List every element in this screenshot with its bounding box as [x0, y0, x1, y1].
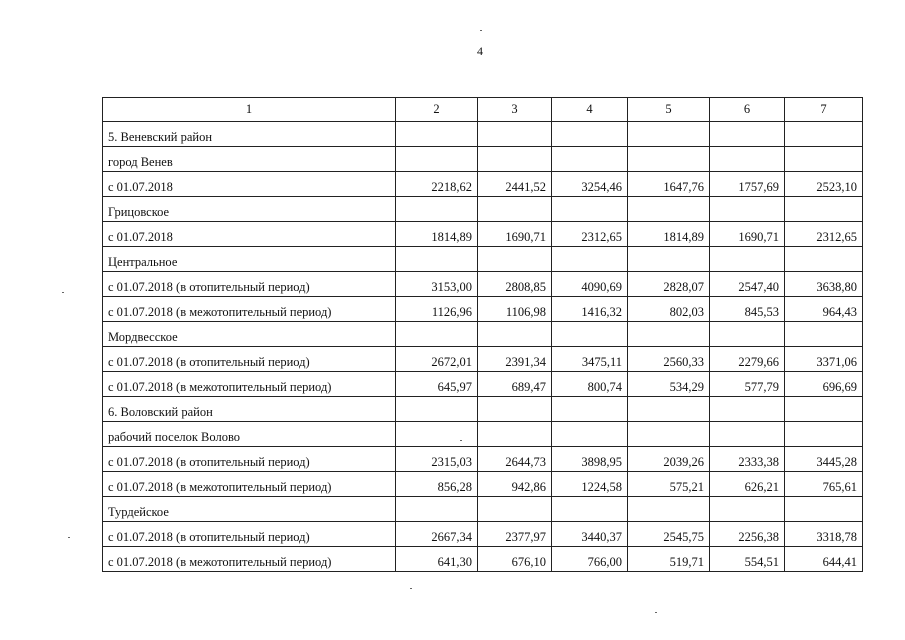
value-cell: 3371,06 — [785, 347, 863, 372]
table-row — [103, 497, 863, 522]
value-cell: 1690,71 — [710, 222, 785, 247]
value-cell: 766,00 — [552, 547, 628, 572]
value-cell — [396, 497, 478, 522]
value-cell: 3898,95 — [552, 447, 628, 472]
table-row — [103, 372, 863, 397]
value-cell: 3440,37 — [552, 522, 628, 547]
table-row — [103, 272, 863, 297]
value-cell — [552, 247, 628, 272]
value-cell: 2808,85 — [478, 272, 552, 297]
value-cell — [710, 322, 785, 347]
value-cell — [710, 147, 785, 172]
row-label: 6. Воловский район — [103, 397, 396, 422]
value-cell: 1126,96 — [396, 297, 478, 322]
value-cell: 1416,32 — [552, 297, 628, 322]
row-label: с 01.07.2018 (в отопительный период) — [103, 347, 396, 372]
value-cell — [628, 322, 710, 347]
value-cell: 2377,97 — [478, 522, 552, 547]
value-cell: 2279,66 — [710, 347, 785, 372]
value-cell: 519,71 — [628, 547, 710, 572]
table-row — [103, 322, 863, 347]
table-row — [103, 472, 863, 497]
table-row — [103, 547, 863, 572]
tariff-table-body — [103, 98, 863, 572]
column-header: 7 — [785, 98, 863, 122]
value-cell — [552, 122, 628, 147]
value-cell: 2312,65 — [552, 222, 628, 247]
value-cell: 2315,03 — [396, 447, 478, 472]
value-cell — [396, 322, 478, 347]
value-cell: 1106,98 — [478, 297, 552, 322]
value-cell: 2545,75 — [628, 522, 710, 547]
row-label: с 01.07.2018 (в межотопительный период) — [103, 372, 396, 397]
value-cell: 2039,26 — [628, 447, 710, 472]
table-row — [103, 347, 863, 372]
row-label: 5. Веневский район — [103, 122, 396, 147]
value-cell: 3445,28 — [785, 447, 863, 472]
value-cell — [785, 197, 863, 222]
scan-speck — [62, 292, 64, 293]
value-cell: 3638,80 — [785, 272, 863, 297]
value-cell: 3475,11 — [552, 347, 628, 372]
tariff-table — [102, 97, 863, 572]
value-cell — [710, 397, 785, 422]
table-row — [103, 172, 863, 197]
value-cell: 765,61 — [785, 472, 863, 497]
value-cell — [478, 397, 552, 422]
row-label: Мордвесское — [103, 322, 396, 347]
row-label: Турдейское — [103, 497, 396, 522]
value-cell — [396, 422, 478, 447]
value-cell — [628, 122, 710, 147]
value-cell: 577,79 — [710, 372, 785, 397]
value-cell: 802,03 — [628, 297, 710, 322]
value-cell — [785, 122, 863, 147]
table-row — [103, 222, 863, 247]
column-header: 1 — [103, 98, 396, 122]
value-cell: 1224,58 — [552, 472, 628, 497]
value-cell: 3254,46 — [552, 172, 628, 197]
row-label: Центральное — [103, 247, 396, 272]
value-cell — [710, 497, 785, 522]
value-cell: 676,10 — [478, 547, 552, 572]
value-cell — [478, 497, 552, 522]
value-cell: 856,28 — [396, 472, 478, 497]
value-cell — [552, 197, 628, 222]
value-cell: 534,29 — [628, 372, 710, 397]
column-number-row — [103, 98, 863, 122]
value-cell: 575,21 — [628, 472, 710, 497]
value-cell — [552, 147, 628, 172]
value-cell: 554,51 — [710, 547, 785, 572]
scan-speck — [480, 30, 482, 31]
value-cell: 2547,40 — [710, 272, 785, 297]
value-cell — [396, 122, 478, 147]
value-cell — [478, 147, 552, 172]
value-cell: 2560,33 — [628, 347, 710, 372]
row-label: город Венев — [103, 147, 396, 172]
value-cell: 2644,73 — [478, 447, 552, 472]
value-cell: 845,53 — [710, 297, 785, 322]
value-cell: 1690,71 — [478, 222, 552, 247]
value-cell: 4090,69 — [552, 272, 628, 297]
value-cell — [785, 397, 863, 422]
value-cell — [628, 197, 710, 222]
value-cell — [785, 147, 863, 172]
value-cell — [478, 247, 552, 272]
value-cell: 2312,65 — [785, 222, 863, 247]
column-header: 5 — [628, 98, 710, 122]
scan-speck — [410, 588, 412, 589]
value-cell: 800,74 — [552, 372, 628, 397]
value-cell: 3318,78 — [785, 522, 863, 547]
column-header: 4 — [552, 98, 628, 122]
value-cell — [478, 197, 552, 222]
value-cell — [628, 247, 710, 272]
value-cell: 2523,10 — [785, 172, 863, 197]
table-row — [103, 447, 863, 472]
column-header: 2 — [396, 98, 478, 122]
value-cell — [552, 322, 628, 347]
value-cell: 2391,34 — [478, 347, 552, 372]
value-cell — [396, 197, 478, 222]
value-cell: 3153,00 — [396, 272, 478, 297]
value-cell: 2441,52 — [478, 172, 552, 197]
value-cell — [478, 322, 552, 347]
row-label: с 01.07.2018 — [103, 222, 396, 247]
value-cell — [552, 397, 628, 422]
value-cell — [785, 497, 863, 522]
value-cell — [710, 422, 785, 447]
table-row — [103, 397, 863, 422]
value-cell — [785, 322, 863, 347]
scan-speck — [68, 537, 70, 538]
row-label: с 01.07.2018 (в межотопительный период) — [103, 472, 396, 497]
value-cell — [396, 397, 478, 422]
table-row — [103, 147, 863, 172]
value-cell: 645,97 — [396, 372, 478, 397]
value-cell — [628, 497, 710, 522]
row-label: с 01.07.2018 (в отопительный период) — [103, 447, 396, 472]
table-row — [103, 122, 863, 147]
value-cell — [628, 422, 710, 447]
value-cell — [785, 247, 863, 272]
value-cell — [396, 147, 478, 172]
row-label: с 01.07.2018 (в отопительный период) — [103, 272, 396, 297]
value-cell: 2672,01 — [396, 347, 478, 372]
value-cell — [552, 497, 628, 522]
table-row — [103, 197, 863, 222]
value-cell — [785, 422, 863, 447]
value-cell: 644,41 — [785, 547, 863, 572]
table-row — [103, 247, 863, 272]
value-cell: 2256,38 — [710, 522, 785, 547]
value-cell: 696,69 — [785, 372, 863, 397]
value-cell — [478, 422, 552, 447]
table-row — [103, 297, 863, 322]
scan-speck — [460, 440, 462, 441]
value-cell — [710, 122, 785, 147]
column-header: 3 — [478, 98, 552, 122]
value-cell: 689,47 — [478, 372, 552, 397]
scan-speck — [655, 612, 657, 613]
value-cell — [628, 147, 710, 172]
value-cell: 2828,07 — [628, 272, 710, 297]
value-cell — [396, 247, 478, 272]
value-cell: 2333,38 — [710, 447, 785, 472]
value-cell: 2218,62 — [396, 172, 478, 197]
value-cell: 1647,76 — [628, 172, 710, 197]
row-label: с 01.07.2018 (в межотопительный период) — [103, 297, 396, 322]
value-cell: 641,30 — [396, 547, 478, 572]
page-number: 4 — [477, 44, 483, 58]
row-label: с 01.07.2018 — [103, 172, 396, 197]
row-label: рабочий поселок Волово — [103, 422, 396, 447]
value-cell — [628, 397, 710, 422]
table-row — [103, 422, 863, 447]
value-cell: 964,43 — [785, 297, 863, 322]
column-header: 6 — [710, 98, 785, 122]
row-label: Грицовское — [103, 197, 396, 222]
value-cell — [552, 422, 628, 447]
value-cell — [710, 197, 785, 222]
row-label: с 01.07.2018 (в межотопительный период) — [103, 547, 396, 572]
value-cell: 1814,89 — [628, 222, 710, 247]
value-cell — [478, 122, 552, 147]
value-cell: 1814,89 — [396, 222, 478, 247]
value-cell: 626,21 — [710, 472, 785, 497]
value-cell — [710, 247, 785, 272]
value-cell: 2667,34 — [396, 522, 478, 547]
table-row — [103, 522, 863, 547]
value-cell: 942,86 — [478, 472, 552, 497]
row-label: с 01.07.2018 (в отопительный период) — [103, 522, 396, 547]
value-cell: 1757,69 — [710, 172, 785, 197]
